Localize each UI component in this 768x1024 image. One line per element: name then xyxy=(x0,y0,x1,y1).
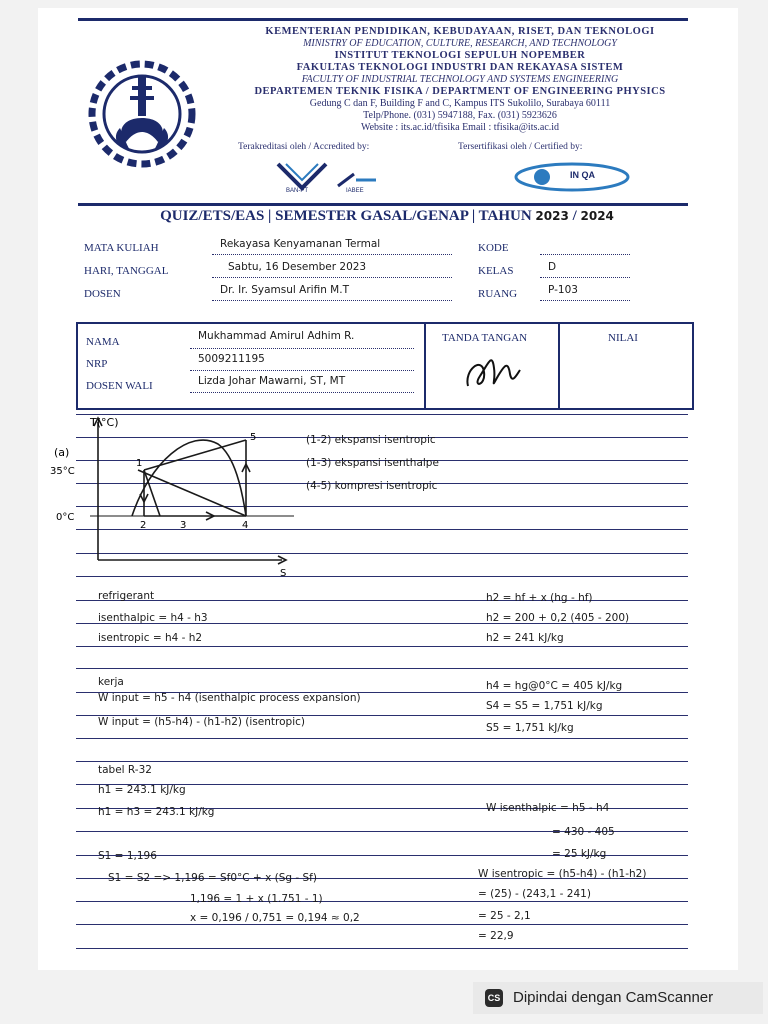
answer-line xyxy=(76,600,688,601)
ts-diagram xyxy=(50,410,310,580)
work-line: h2 = 241 kJ/kg xyxy=(486,632,564,644)
part-label: (a) xyxy=(54,446,70,459)
answer-line xyxy=(76,668,688,669)
certified-by: Tersertifikasi oleh / Certified by: xyxy=(458,142,583,152)
process-5-1 xyxy=(144,440,246,470)
wali-value: Lizda Johar Mawarni, ST, MT xyxy=(198,375,346,387)
work-line: S1 = S2 => 1,196 = Sf0°C + x (Sg - Sf) xyxy=(108,872,317,884)
s-axis-label: S xyxy=(280,568,287,579)
kelas-line xyxy=(540,277,630,278)
student-box xyxy=(76,322,694,410)
header-text xyxy=(200,26,720,134)
ban-pt-logo xyxy=(274,160,330,196)
work-line: S4 = S5 = 1,751 kJ/kg xyxy=(486,700,603,712)
temp-high-label: 35°C xyxy=(50,466,75,477)
nrp-label: NRP xyxy=(86,358,108,370)
kelas-value: D xyxy=(548,261,557,273)
work-line: = (25) - (243,1 - 241) xyxy=(478,888,591,900)
dosen-label: DOSEN xyxy=(84,288,121,300)
header-line: Telp/Phone. (031) 5947188, Fax. (031) 5923626 xyxy=(363,110,557,121)
work-line: W isentropic = (h5-h4) - (h1-h2) xyxy=(478,868,647,880)
wali-label: DOSEN WALI xyxy=(86,380,153,392)
work-line: = 430 - 405 xyxy=(552,826,615,838)
isotherm-35 xyxy=(138,470,246,516)
work-line: W input = h5 - h4 (isenthalpic process expansion) xyxy=(98,692,361,704)
ruang-value: P-103 xyxy=(548,284,578,296)
box-divider xyxy=(558,324,560,408)
exam-title-row xyxy=(82,208,692,225)
signature xyxy=(462,346,522,396)
point-label: 3 xyxy=(180,520,187,531)
header-top-rule xyxy=(78,18,688,21)
work-line: isentropic = h4 - h2 xyxy=(98,632,203,644)
header-line: Website : its.ac.id/tfisika Email : tfisika@its.ac.id xyxy=(360,122,560,133)
header-bottom-rule xyxy=(78,203,688,206)
wali-line xyxy=(190,392,414,393)
iabee-label: IABEE xyxy=(346,188,364,194)
hari-label: HARI, TANGGAL xyxy=(84,265,169,277)
work-line: h1 = h3 = 243.1 kJ/kg xyxy=(98,806,215,818)
hari-line xyxy=(212,277,452,278)
box-divider xyxy=(424,324,426,408)
nilai-label: NILAI xyxy=(608,332,638,344)
t-axis-label: T(°C) xyxy=(90,416,119,429)
ruang-line xyxy=(540,300,630,301)
header-line: Gedung C dan F, Building F and C, Kampus ITS Sukolilo, Surabaya 60111 xyxy=(309,98,611,109)
work-line: kerja xyxy=(98,676,124,688)
camscanner-icon: CS xyxy=(485,989,503,1007)
work-line: h2 = 200 + 0,2 (405 - 200) xyxy=(486,612,630,624)
work-line: h1 = 243.1 kJ/kg xyxy=(98,784,186,796)
header-line: FAKULTAS TEKNOLOGI INDUSTRI DAN REKAYASA SISTEM xyxy=(296,62,624,73)
inqa-label: IN QA xyxy=(570,170,596,180)
camscanner-badge xyxy=(473,982,763,1014)
answer-line xyxy=(76,924,688,925)
kelas-label: KELAS xyxy=(478,265,514,277)
header-line: INSTITUT TEKNOLOGI SEPULUH NOPEMBER xyxy=(334,50,586,61)
work-line: tabel R-32 xyxy=(98,764,152,776)
nama-label: NAMA xyxy=(86,336,120,348)
point-label: 2 xyxy=(140,520,147,531)
header-line: MINISTRY OF EDUCATION, CULTURE, RESEARCH, AND TECHNOLOGY xyxy=(303,38,617,49)
legend-item: (1-3) ekspansi isenthalpe xyxy=(306,457,439,469)
camscanner-label: Dipindai dengan CamScanner xyxy=(513,989,714,1006)
work-line: 1,196 = 1 + x (1.751 - 1) xyxy=(190,893,323,905)
exam-title: QUIZ/ETS/EAS | SEMESTER GASAL/GENAP | TAHUN xyxy=(160,208,532,224)
saturation-dome xyxy=(132,440,246,516)
work-line: W input = (h5-h4) - (h1-h2) (isentropic) xyxy=(98,716,305,728)
mata-kuliah-label: MATA KULIAH xyxy=(84,242,159,254)
work-line: = 22,9 xyxy=(478,930,514,942)
tanda-tangan-label: TANDA TANGAN xyxy=(442,332,528,344)
nrp-line xyxy=(190,370,414,371)
header-line: KEMENTERIAN PENDIDIKAN, KEBUDAYAAN, RISET, DAN TEKNOLOGI xyxy=(265,26,655,37)
work-line: x = 0,196 / 0,751 = 0,194 ≈ 0,2 xyxy=(190,912,360,924)
its-logo xyxy=(82,58,204,170)
work-line: = 25 - 2,1 xyxy=(478,910,531,922)
nama-line xyxy=(190,348,414,349)
point-label: 4 xyxy=(242,520,249,531)
work-line: S1 = 1,196 xyxy=(98,850,157,862)
answer-line xyxy=(76,761,688,762)
answer-line xyxy=(76,901,688,902)
dosen-value: Dr. Ir. Syamsul Arifin M.T xyxy=(220,284,349,296)
point-label: 5 xyxy=(250,432,257,443)
work-line: refrigerant xyxy=(98,590,155,602)
work-line: h4 = hg@0°C = 405 kJ/kg xyxy=(486,680,623,692)
inqa-logo xyxy=(512,160,632,194)
work-line: = 25 kJ/kg xyxy=(552,848,607,860)
kode-label: KODE xyxy=(478,242,509,254)
answer-line xyxy=(76,646,688,647)
year-separator: / xyxy=(572,208,577,224)
iabee-logo xyxy=(334,166,380,198)
temp-low-label: 0°C xyxy=(56,512,75,523)
work-line: S5 = 1,751 kJ/kg xyxy=(486,722,574,734)
year-to: 2024 xyxy=(580,209,614,223)
header-line: DEPARTEMEN TEKNIK FISIKA / DEPARTMENT OF ENGINEERING PHYSICS xyxy=(254,86,666,97)
ruang-label: RUANG xyxy=(478,288,518,300)
nrp-value: 5009211195 xyxy=(198,353,265,365)
answer-line xyxy=(76,948,688,949)
legend-item: (1-2) ekspansi isentropic xyxy=(306,434,436,446)
process-1-3 xyxy=(144,470,160,516)
work-line: h2 = hf + x (hg - hf) xyxy=(486,592,593,604)
year-from: 2023 xyxy=(535,209,569,223)
work-line: isenthalpic = h4 - h3 xyxy=(98,612,208,624)
nama-value: Mukhammad Amirul Adhim R. xyxy=(198,330,355,342)
kode-line xyxy=(540,254,630,255)
mata-kuliah-value: Rekayasa Kenyamanan Termal xyxy=(220,238,381,250)
hari-value: Sabtu, 16 Desember 2023 xyxy=(228,261,367,273)
accredited-by: Terakreditasi oleh / Accredited by: xyxy=(238,142,370,152)
answer-line xyxy=(76,738,688,739)
legend-item: (4-5) kompresi isentropic xyxy=(306,480,438,492)
ban-pt-label: BAN-PT xyxy=(286,188,309,194)
header-line: FACULTY OF INDUSTRIAL TECHNOLOGY AND SYSTEMS ENGINEERING xyxy=(301,74,619,85)
work-line: W isenthalpic = h5 - h4 xyxy=(486,802,610,814)
mata-kuliah-line xyxy=(212,254,452,255)
dosen-line xyxy=(212,300,452,301)
point-label: 1 xyxy=(136,458,143,469)
